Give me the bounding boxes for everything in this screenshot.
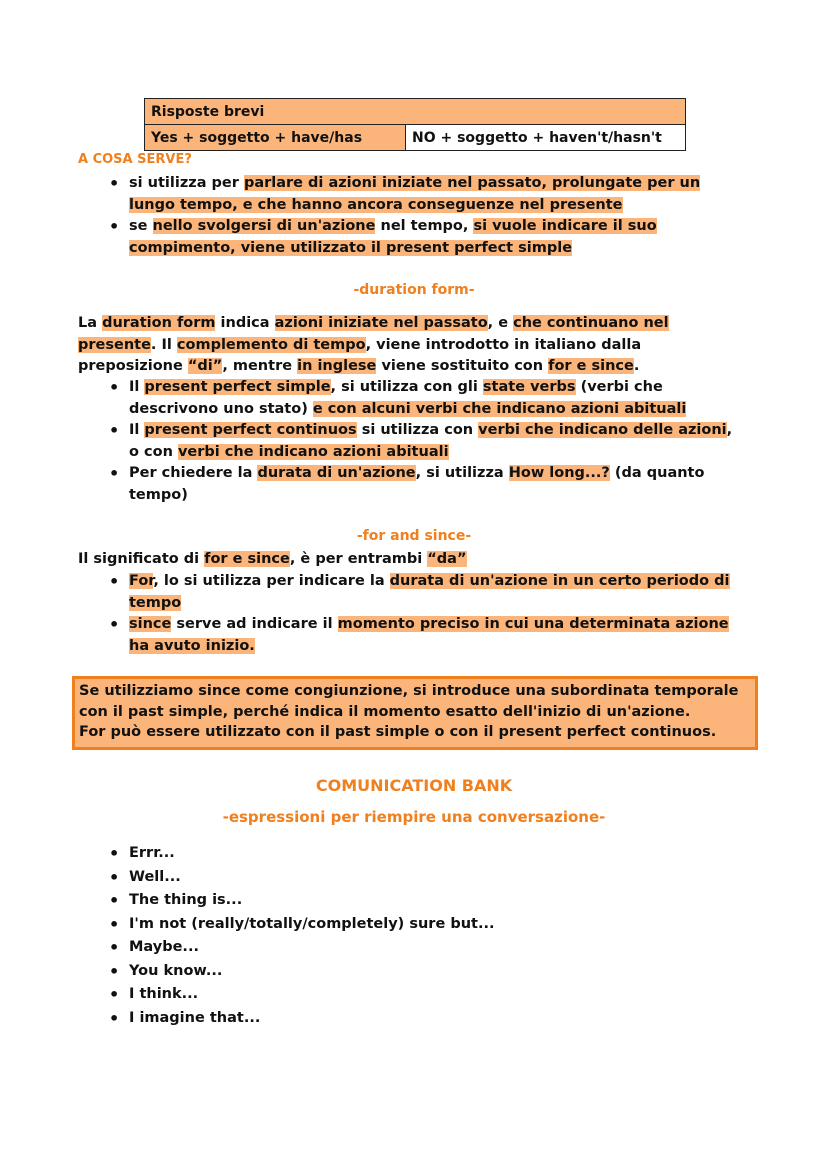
a-cosa-serve-list [107, 173, 717, 259]
text: , si utilizza con gli [330, 379, 483, 395]
list-item [107, 420, 747, 463]
highlight: parlare di azioni iniziate nel passato, prolungate per un lungo tempo, e che hanno ancora conseguenze nel presente [129, 175, 701, 213]
highlight: “di” [187, 358, 223, 374]
text: . [633, 358, 640, 374]
text: , si utilizza [415, 465, 509, 481]
list-item: • Errr... [107, 842, 495, 866]
list-item: • Maybe... [107, 936, 495, 960]
list-item: • I think... [107, 983, 495, 1007]
duration-form-list [107, 377, 747, 506]
highlight: complemento di tempo [176, 336, 366, 353]
short-answers-table [144, 98, 686, 151]
for-since-list [107, 571, 737, 657]
text: La [78, 315, 103, 331]
text: . Il [150, 336, 177, 353]
a-cosa-serve-heading: A COSA SERVE? [78, 152, 192, 167]
text: se [129, 218, 153, 234]
text: (da quanto tempo) [129, 465, 705, 503]
text: , o con [129, 422, 733, 460]
highlight: duration form [102, 315, 216, 331]
list-item: • You know... [107, 960, 495, 984]
highlight: present perfect continuos [144, 422, 357, 438]
short-answer-yes: Yes + soggetto + have/has [145, 125, 406, 151]
highlight: durata di un'azione in un certo periodo di tempo [129, 573, 730, 611]
highlight: si vuole indicare il suo compimento, viene utilizzato il present perfect simple [129, 218, 657, 256]
short-answers-header: Risposte brevi [145, 99, 686, 125]
text: (verbi che descrivono uno stato) [129, 379, 663, 417]
highlight: “da” [427, 551, 467, 567]
highlight: state verbs [482, 379, 576, 395]
text: nel tempo, [375, 218, 474, 234]
list-item [107, 614, 737, 657]
text: , lo si utilizza per indicare la [153, 573, 390, 589]
highlight: For [129, 573, 154, 589]
list-item: • Well... [107, 866, 495, 890]
text: Il [129, 379, 145, 395]
list-item: • I imagine that... [107, 1007, 495, 1031]
duration-form-paragraph [78, 313, 688, 378]
highlight: verbi che indicano delle azioni [478, 422, 727, 438]
text: si utilizza per [129, 175, 244, 191]
list-item [107, 173, 717, 216]
highlight: azioni iniziate nel passato [274, 315, 488, 331]
text: viene sostituito con [376, 358, 549, 374]
text: , e [487, 315, 514, 331]
highlight: nello svolgersi di un'azione [152, 218, 376, 234]
highlight: How long...? [508, 465, 610, 481]
list-item [107, 463, 747, 506]
text: , viene introdotto in italiano dalla preposizione [78, 336, 642, 374]
highlight: che continuano nel presente [78, 315, 669, 353]
short-answer-no: NO + soggetto + haven't/hasn't [406, 125, 686, 151]
duration-form-heading: -duration form- [353, 282, 475, 298]
communication-bank-title: COMUNICATION BANK [315, 776, 513, 795]
highlight: for e since [548, 358, 634, 374]
highlight: present perfect simple [144, 379, 331, 395]
list-item [107, 216, 717, 259]
text: , mentre [222, 358, 298, 374]
expressions-list [107, 842, 495, 1030]
highlight: durata di un'azione [257, 465, 416, 481]
since-conjunction-note [72, 676, 758, 750]
highlight: for e since [204, 551, 290, 567]
highlight: verbi che indicano azioni abituali [177, 443, 449, 460]
text: indica [215, 315, 275, 331]
highlight: since [129, 616, 172, 632]
for-since-heading: -for and since- [356, 528, 472, 544]
text: Per chiedere la [129, 465, 258, 481]
highlight: in inglese [297, 358, 377, 374]
highlight: e con alcuni verbi che indicano azioni abituali [312, 400, 687, 417]
note-line-2: For può essere utilizzato con il past simple o con il present perfect continuos. [79, 724, 717, 740]
note-line-1: Se utilizziamo since come congiunzione, si introduce una subordinata temporale con il past simple, perché indica il momento esatto dell'inizio di un'azione. [79, 683, 739, 720]
text: serve ad indicare il [171, 616, 338, 632]
list-item [107, 571, 737, 614]
text: , è per entrambi [289, 551, 428, 567]
list-item: • The thing is... [107, 889, 495, 913]
list-item [107, 377, 747, 420]
text: Il significato di [78, 551, 205, 567]
text: Il [129, 422, 145, 438]
list-item: • I'm not (really/totally/completely) sure but... [107, 913, 495, 937]
highlight: momento preciso in cui una determinata azione ha avuto inizio. [129, 616, 729, 654]
text: si utilizza con [356, 422, 479, 438]
for-since-paragraph [78, 549, 738, 571]
communication-bank-subtitle: -espressioni per riempire una conversazione- [222, 808, 606, 826]
